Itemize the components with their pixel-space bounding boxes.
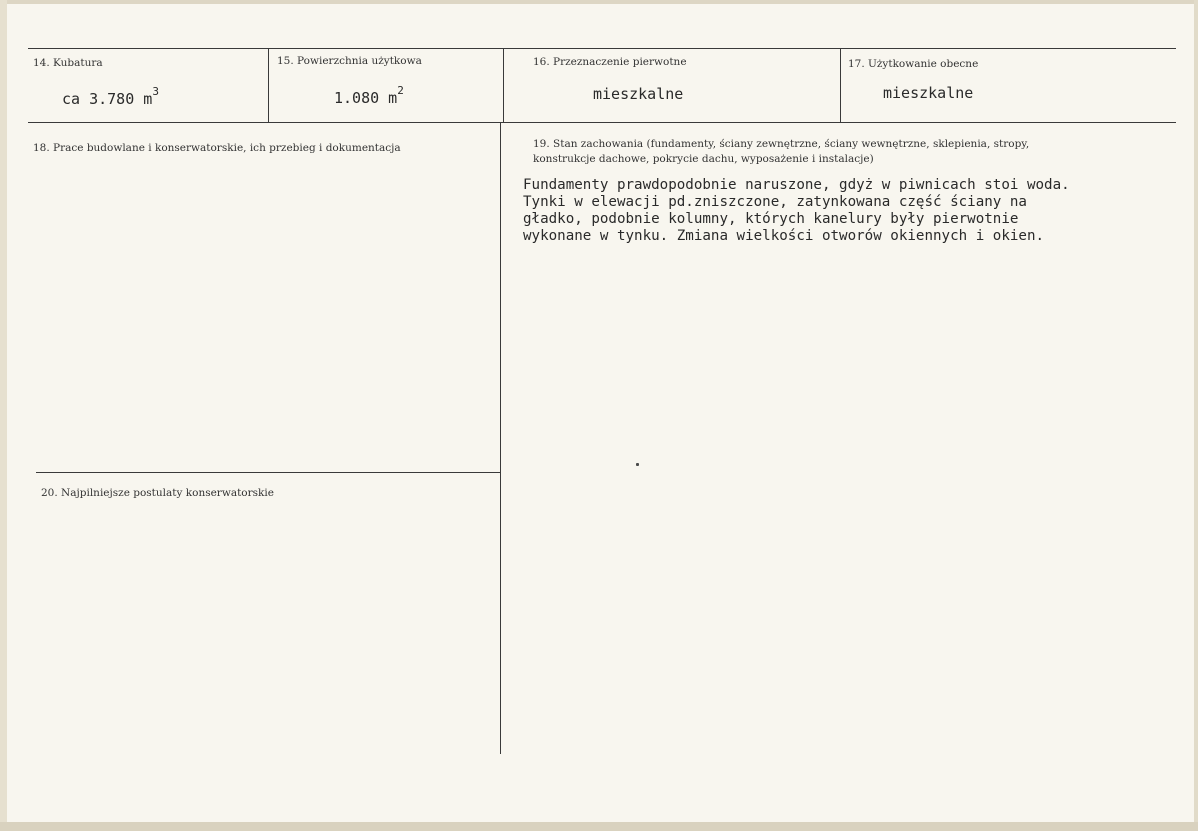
- field-14-unit-exponent: 3: [152, 85, 159, 98]
- field-20-label: 20. Najpilniejsze postulaty konserwatorskie: [41, 487, 274, 499]
- main-vertical-divider: [500, 122, 501, 754]
- paper-left-edge: [0, 0, 7, 831]
- field-15-value-text: 1.080 m: [334, 89, 398, 107]
- row-divider: [28, 122, 1176, 123]
- field-16-value: mieszkalne: [593, 85, 684, 103]
- field-14-value-text: ca 3.780 m: [62, 90, 153, 108]
- divider-15-16: [503, 48, 504, 122]
- field-14-value: [62, 85, 159, 108]
- field-19-label-line2: konstrukcje dachowe, pokrycie dachu, wyposażenie i instalacje): [533, 153, 874, 165]
- field-17-label: 17. Użytkowanie obecne: [848, 58, 979, 70]
- field-15-label: 15. Powierzchnia użytkowa: [277, 55, 422, 67]
- field-19-text-line: gładko, podobnie kolumny, których kanelury były pierwotnie: [523, 211, 1019, 227]
- paper-right-edge: [1194, 0, 1198, 831]
- field-14-label: 14. Kubatura: [33, 57, 103, 69]
- field-19-text-line: Tynki w elewacji pd.zniszczone, zatynkowana część ściany na: [523, 194, 1027, 210]
- field-19-text-line: Fundamenty prawdopodobnie naruszone, gdyż w piwnicach stoi woda.: [523, 177, 1070, 193]
- field-19-text-line: wykonane w tynku. Zmiana wielkości otworów okiennych i okien.: [523, 228, 1045, 244]
- field-16-label: 16. Przeznaczenie pierwotne: [533, 56, 687, 68]
- paper-top-edge: [0, 0, 1198, 4]
- field-19-typed-text: [523, 177, 1163, 245]
- field-17-value: mieszkalne: [883, 84, 974, 102]
- paper-bottom-edge: [0, 822, 1198, 831]
- divider-16-17: [840, 48, 841, 122]
- field-19-label-line1: 19. Stan zachowania (fundamenty, ściany zewnętrzne, ściany wewnętrzne, sklepienia, stropy,: [533, 138, 1030, 150]
- field-15-value: [334, 84, 404, 107]
- divider-18-20: [36, 472, 500, 473]
- field-18-label: 18. Prace budowlane i konserwatorskie, ich przebieg i dokumentacja: [33, 142, 401, 154]
- ink-speck: [636, 463, 639, 466]
- divider-14-15: [268, 48, 269, 122]
- top-rule: [28, 48, 1176, 49]
- field-15-unit-exponent: 2: [397, 84, 404, 97]
